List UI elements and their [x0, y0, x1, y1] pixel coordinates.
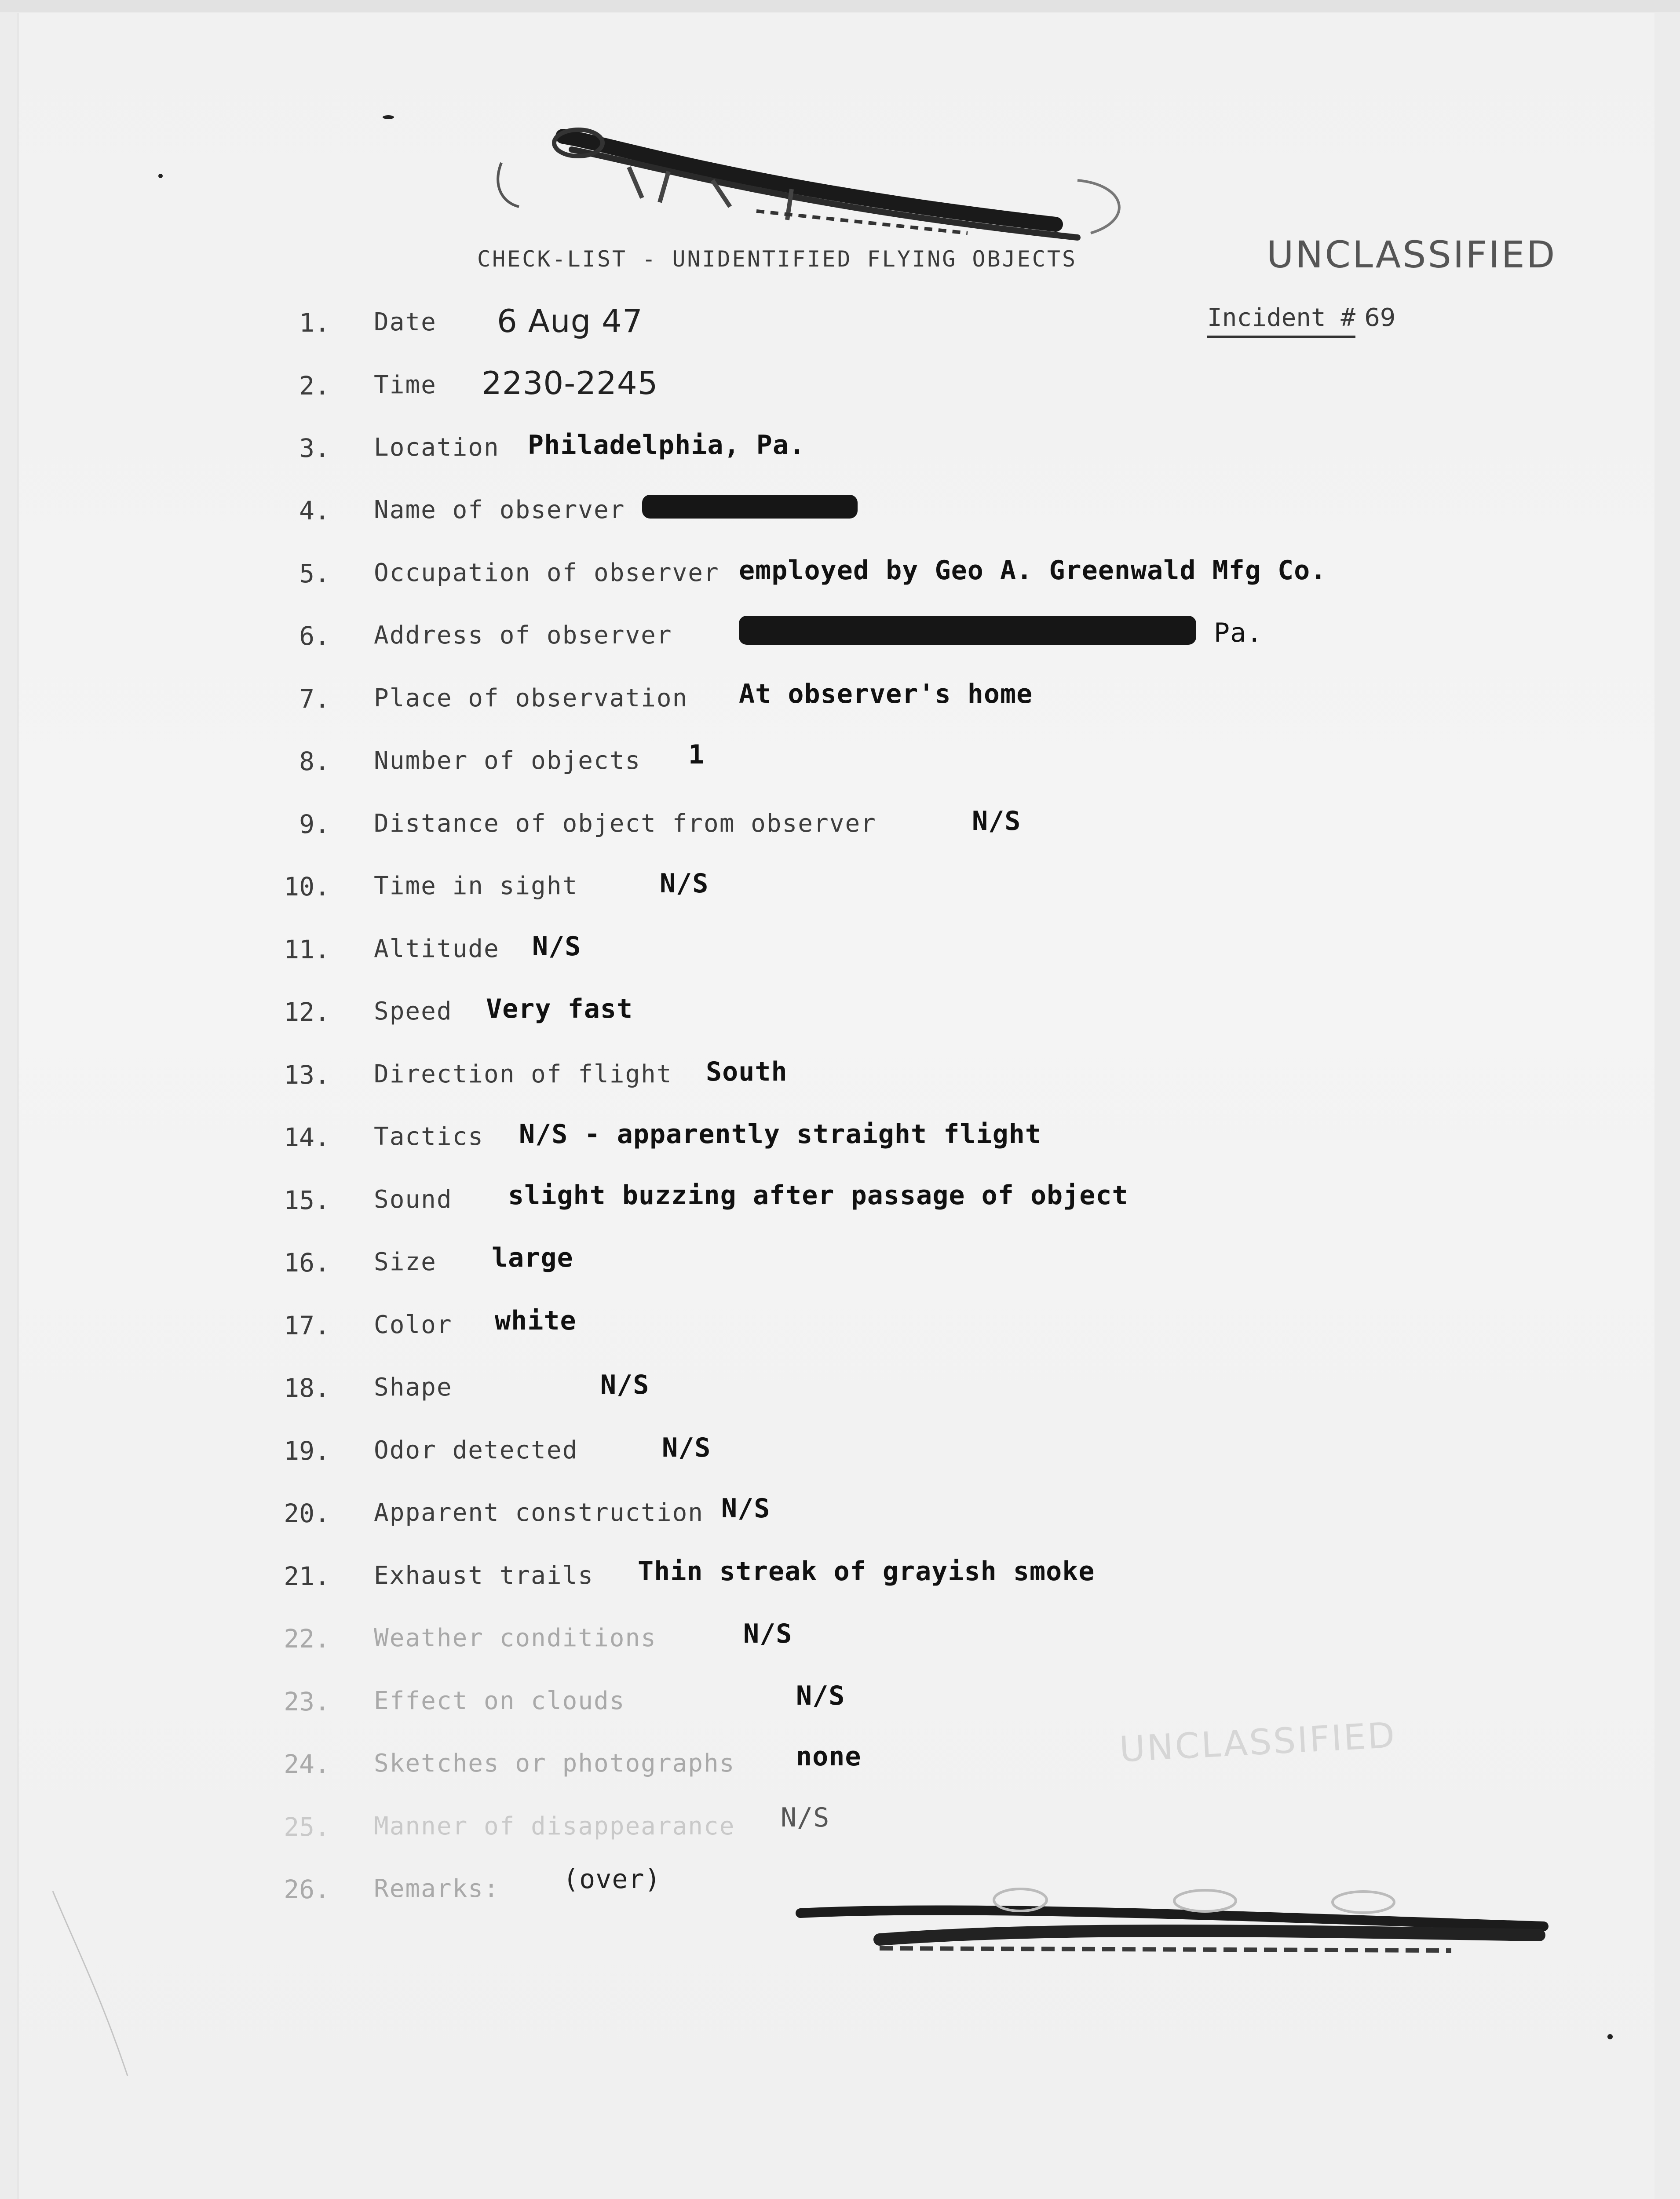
- item-number: 10.: [284, 872, 330, 902]
- item-value: 2230-2245: [482, 365, 658, 402]
- item-value: Very fast: [486, 994, 633, 1024]
- item-number: 20.: [284, 1498, 330, 1528]
- item-label: Exhaust trails: [374, 1561, 594, 1590]
- item-number: 1.: [299, 308, 330, 338]
- item-number: 7.: [299, 684, 330, 714]
- item-number: 13.: [284, 1060, 330, 1090]
- item-number: 23.: [284, 1687, 330, 1717]
- item-label: Occupation of observer: [374, 559, 719, 587]
- item-value: Philadelphia, Pa.: [528, 430, 806, 460]
- stray-mark: [383, 115, 394, 119]
- item-number: 21.: [284, 1561, 330, 1591]
- item-label: Time: [374, 371, 437, 399]
- item-number: 8.: [299, 746, 330, 776]
- item-number: 16.: [284, 1248, 330, 1278]
- item-number: 19.: [284, 1436, 330, 1466]
- item-label: Effect on clouds: [374, 1687, 625, 1715]
- item-label: Size: [374, 1248, 437, 1276]
- item-label: Shape: [374, 1373, 453, 1402]
- item-label: Direction of flight: [374, 1060, 672, 1089]
- item-label: Distance of object from observer: [374, 809, 877, 838]
- item-number: 24.: [284, 1749, 330, 1779]
- incident-value: 69: [1364, 303, 1396, 332]
- item-value: N/S: [660, 868, 709, 899]
- item-value: Pa.: [1214, 617, 1263, 648]
- item-number: 17.: [284, 1311, 330, 1341]
- item-number: 22.: [284, 1624, 330, 1654]
- item-label: Sound: [374, 1185, 453, 1214]
- item-value: N/S: [662, 1432, 711, 1463]
- item-number: 18.: [284, 1373, 330, 1403]
- item-label: Tactics: [374, 1122, 484, 1151]
- item-value: N/S - apparently straight flight: [519, 1119, 1041, 1150]
- item-value: large: [492, 1242, 573, 1273]
- item-number: 9.: [299, 809, 330, 839]
- item-value: 1: [688, 739, 705, 770]
- crossed-out-stamp-bottom: [792, 1874, 1557, 1970]
- item-number: 5.: [299, 559, 330, 588]
- item-value: none: [796, 1741, 862, 1772]
- item-value: N/S: [721, 1493, 771, 1524]
- page-top-edge: [0, 0, 1680, 12]
- item-label: Place of observation: [374, 684, 688, 712]
- item-label: Manner of disappearance: [374, 1812, 735, 1841]
- item-number: 14.: [284, 1122, 330, 1152]
- item-value: (over): [563, 1864, 661, 1895]
- classification-stamp-top: UNCLASSIFIED: [1267, 233, 1557, 276]
- item-number: 12.: [284, 997, 330, 1027]
- item-value: N/S: [600, 1370, 650, 1400]
- item-number: 6.: [299, 621, 330, 651]
- item-value: At observer's home: [739, 679, 1033, 709]
- item-label: Address of observer: [374, 621, 672, 650]
- stray-mark: [1607, 2034, 1613, 2039]
- redaction-bar: [642, 495, 858, 519]
- item-number: 25.: [284, 1812, 330, 1842]
- item-label: Date: [374, 308, 437, 336]
- item-label: Speed: [374, 997, 453, 1026]
- item-label: Time in sight: [374, 872, 578, 900]
- item-label: Altitude: [374, 935, 500, 963]
- item-value: South: [706, 1056, 788, 1087]
- item-value: N/S: [796, 1680, 845, 1711]
- item-number: 11.: [284, 935, 330, 964]
- crossed-out-stamp-top: [484, 119, 1165, 259]
- item-value: N/S: [972, 806, 1021, 836]
- item-label: Apparent construction: [374, 1498, 704, 1527]
- page-crease: [48, 1891, 136, 2076]
- item-label: Name of observer: [374, 496, 625, 524]
- item-value: employed by Geo A. Greenwald Mfg Co.: [739, 555, 1327, 586]
- item-value: N/S: [532, 931, 581, 962]
- item-number: 4.: [299, 496, 330, 526]
- item-value: slight buzzing after passage of object: [508, 1180, 1129, 1211]
- incident-label: Incident #: [1207, 303, 1355, 338]
- incident-number: [1207, 303, 1395, 332]
- item-label: Odor detected: [374, 1436, 578, 1465]
- item-label: Location: [374, 433, 500, 462]
- classification-stamp-bottom: UNCLASSIFIED: [1118, 1714, 1398, 1770]
- item-label: Number of objects: [374, 746, 641, 775]
- item-number: 26.: [284, 1874, 330, 1904]
- redaction-bar: [739, 616, 1196, 645]
- item-value: Thin streak of grayish smoke: [638, 1556, 1095, 1587]
- item-label: Remarks:: [374, 1874, 500, 1903]
- item-number: 15.: [284, 1185, 330, 1215]
- item-number: 2.: [299, 371, 330, 401]
- item-number: 3.: [299, 433, 330, 463]
- document-page: [18, 13, 1654, 2199]
- item-value: N/S: [743, 1618, 793, 1649]
- page-title: CHECK-LIST - UNIDENTIFIED FLYING OBJECTS: [477, 246, 1077, 272]
- item-label: Weather conditions: [374, 1624, 657, 1652]
- item-value: white: [495, 1305, 577, 1336]
- item-label: Color: [374, 1311, 453, 1339]
- item-value: 6 Aug 47: [497, 303, 643, 340]
- item-label: Sketches or photographs: [374, 1749, 735, 1778]
- item-value: N/S: [781, 1802, 830, 1833]
- stray-mark: [158, 174, 163, 178]
